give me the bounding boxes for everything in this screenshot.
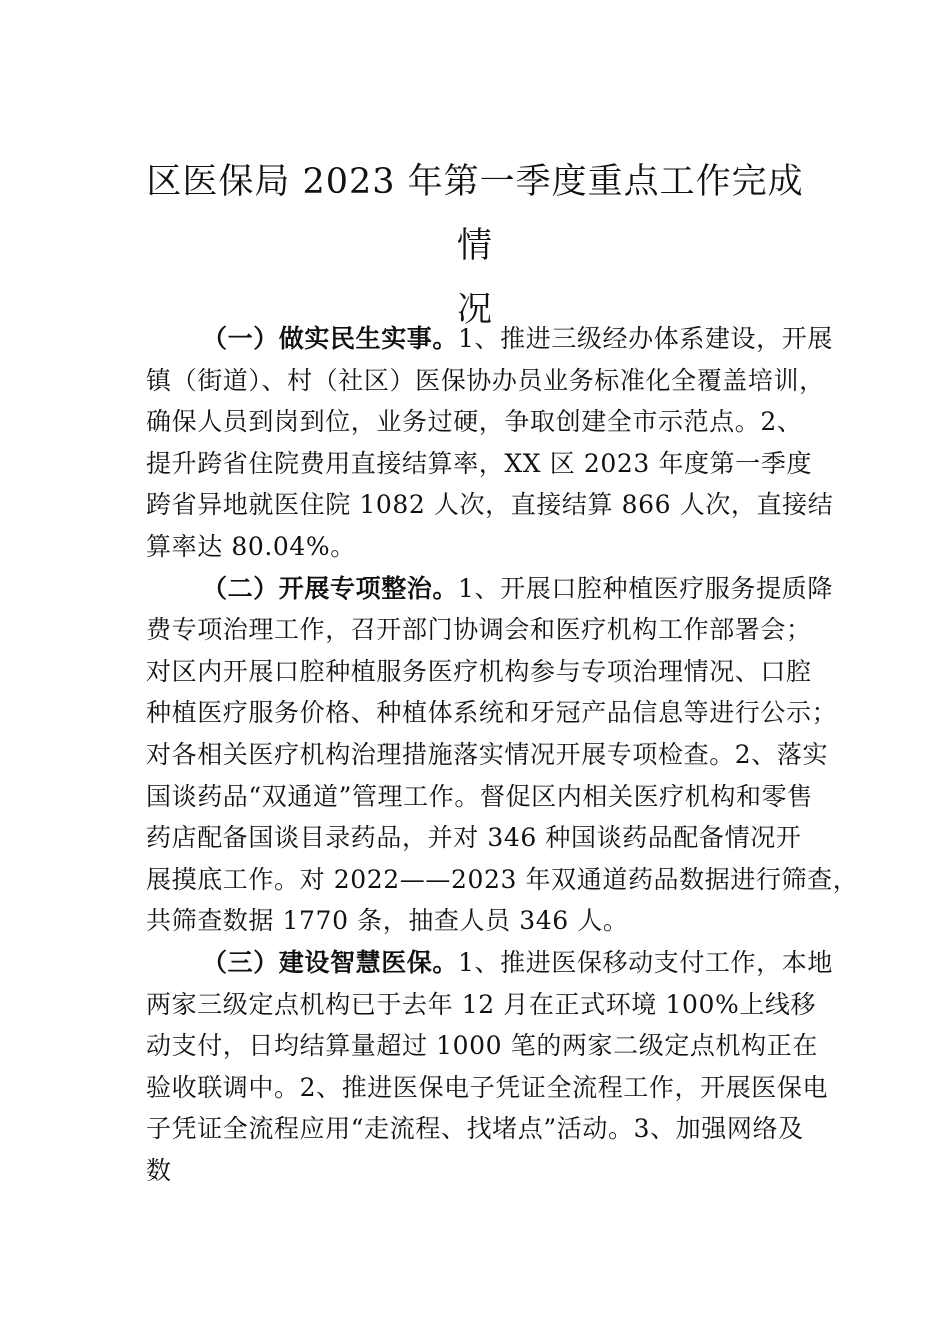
- paragraph-line: 展摸底工作。对 2022——2023 年双通道药品数据进行筛查，: [146, 864, 859, 894]
- paragraph-line: 算率达 80.04%。: [146, 531, 356, 561]
- section-3-paragraph: [146, 942, 833, 1192]
- paragraph-line: 提升跨省住院费用直接结算率，XX 区 2023 年度第一季度: [146, 448, 813, 478]
- paragraph-line: 验收联调中。2、推进医保电子凭证全流程工作，开展医保电: [146, 1072, 829, 1102]
- document-body: [146, 318, 859, 1191]
- paragraph-line: 种植医疗服务价格、种植体系统和牙冠产品信息等进行公示；: [146, 698, 838, 728]
- title-line: 况: [456, 290, 493, 330]
- paragraph-line: 镇（街道）、村（社区）医保协办员业务标准化全覆盖培训，: [146, 365, 825, 395]
- document-title: [130, 150, 820, 342]
- paragraph-line: （一）做实民生实事。1、推进三级经办体系建设，开展: [202, 324, 833, 353]
- section-1-paragraph: [146, 318, 834, 568]
- paragraph-line: 费专项治理工作，召开部门协调会和医疗机构工作部署会；: [146, 615, 812, 645]
- paragraph-line: 动支付，日均结算量超过 1000 笔的两家二级定点机构正在: [146, 1031, 818, 1061]
- section-2-paragraph: [146, 568, 859, 942]
- paragraph-line: 国谈药品“双通道”管理工作。督促区内相关医疗机构和零售: [146, 781, 813, 811]
- section-3-heading: （三）建设智慧医保。: [202, 947, 459, 977]
- paragraph-line: 药店配备国谈目录药品，并对 346 种国谈药品配备情况开: [146, 823, 802, 853]
- paragraph-line: 确保人员到岗到位，业务过硬，争取创建全市示范点。2、: [146, 407, 803, 437]
- paragraph-line: 对各相关医疗机构治理措施落实情况开展专项检查。2、落实: [146, 739, 829, 769]
- paragraph-line: 子凭证全流程应用“走流程、找堵点”活动。3、加强网络及: [146, 1114, 804, 1144]
- paragraph-line: 跨省异地就医住院 1082 人次，直接结算 866 人次，直接结: [146, 490, 834, 520]
- title-line: 区医保局 2023 年第一季度重点工作完成情: [146, 162, 804, 266]
- paragraph-line: （三）建设智慧医保。1、推进医保移动支付工作，本地: [202, 947, 833, 977]
- paragraph-line: 两家三级定点机构已于去年 12 月在正式环境 100%上线移: [146, 989, 817, 1019]
- section-1-heading: （一）做实民生实事。: [202, 324, 459, 353]
- paragraph-line: （二）开展专项整治。1、开展口腔种植医疗服务提质降: [202, 573, 833, 603]
- section-2-heading: （二）开展专项整治。: [202, 573, 459, 603]
- paragraph-line: 数: [146, 1155, 172, 1185]
- paragraph-line: 共筛查数据 1770 条，抽查人员 346 人。: [146, 906, 629, 936]
- paragraph-line: 对区内开展口腔种植服务医疗机构参与专项治理情况、口腔: [146, 656, 812, 686]
